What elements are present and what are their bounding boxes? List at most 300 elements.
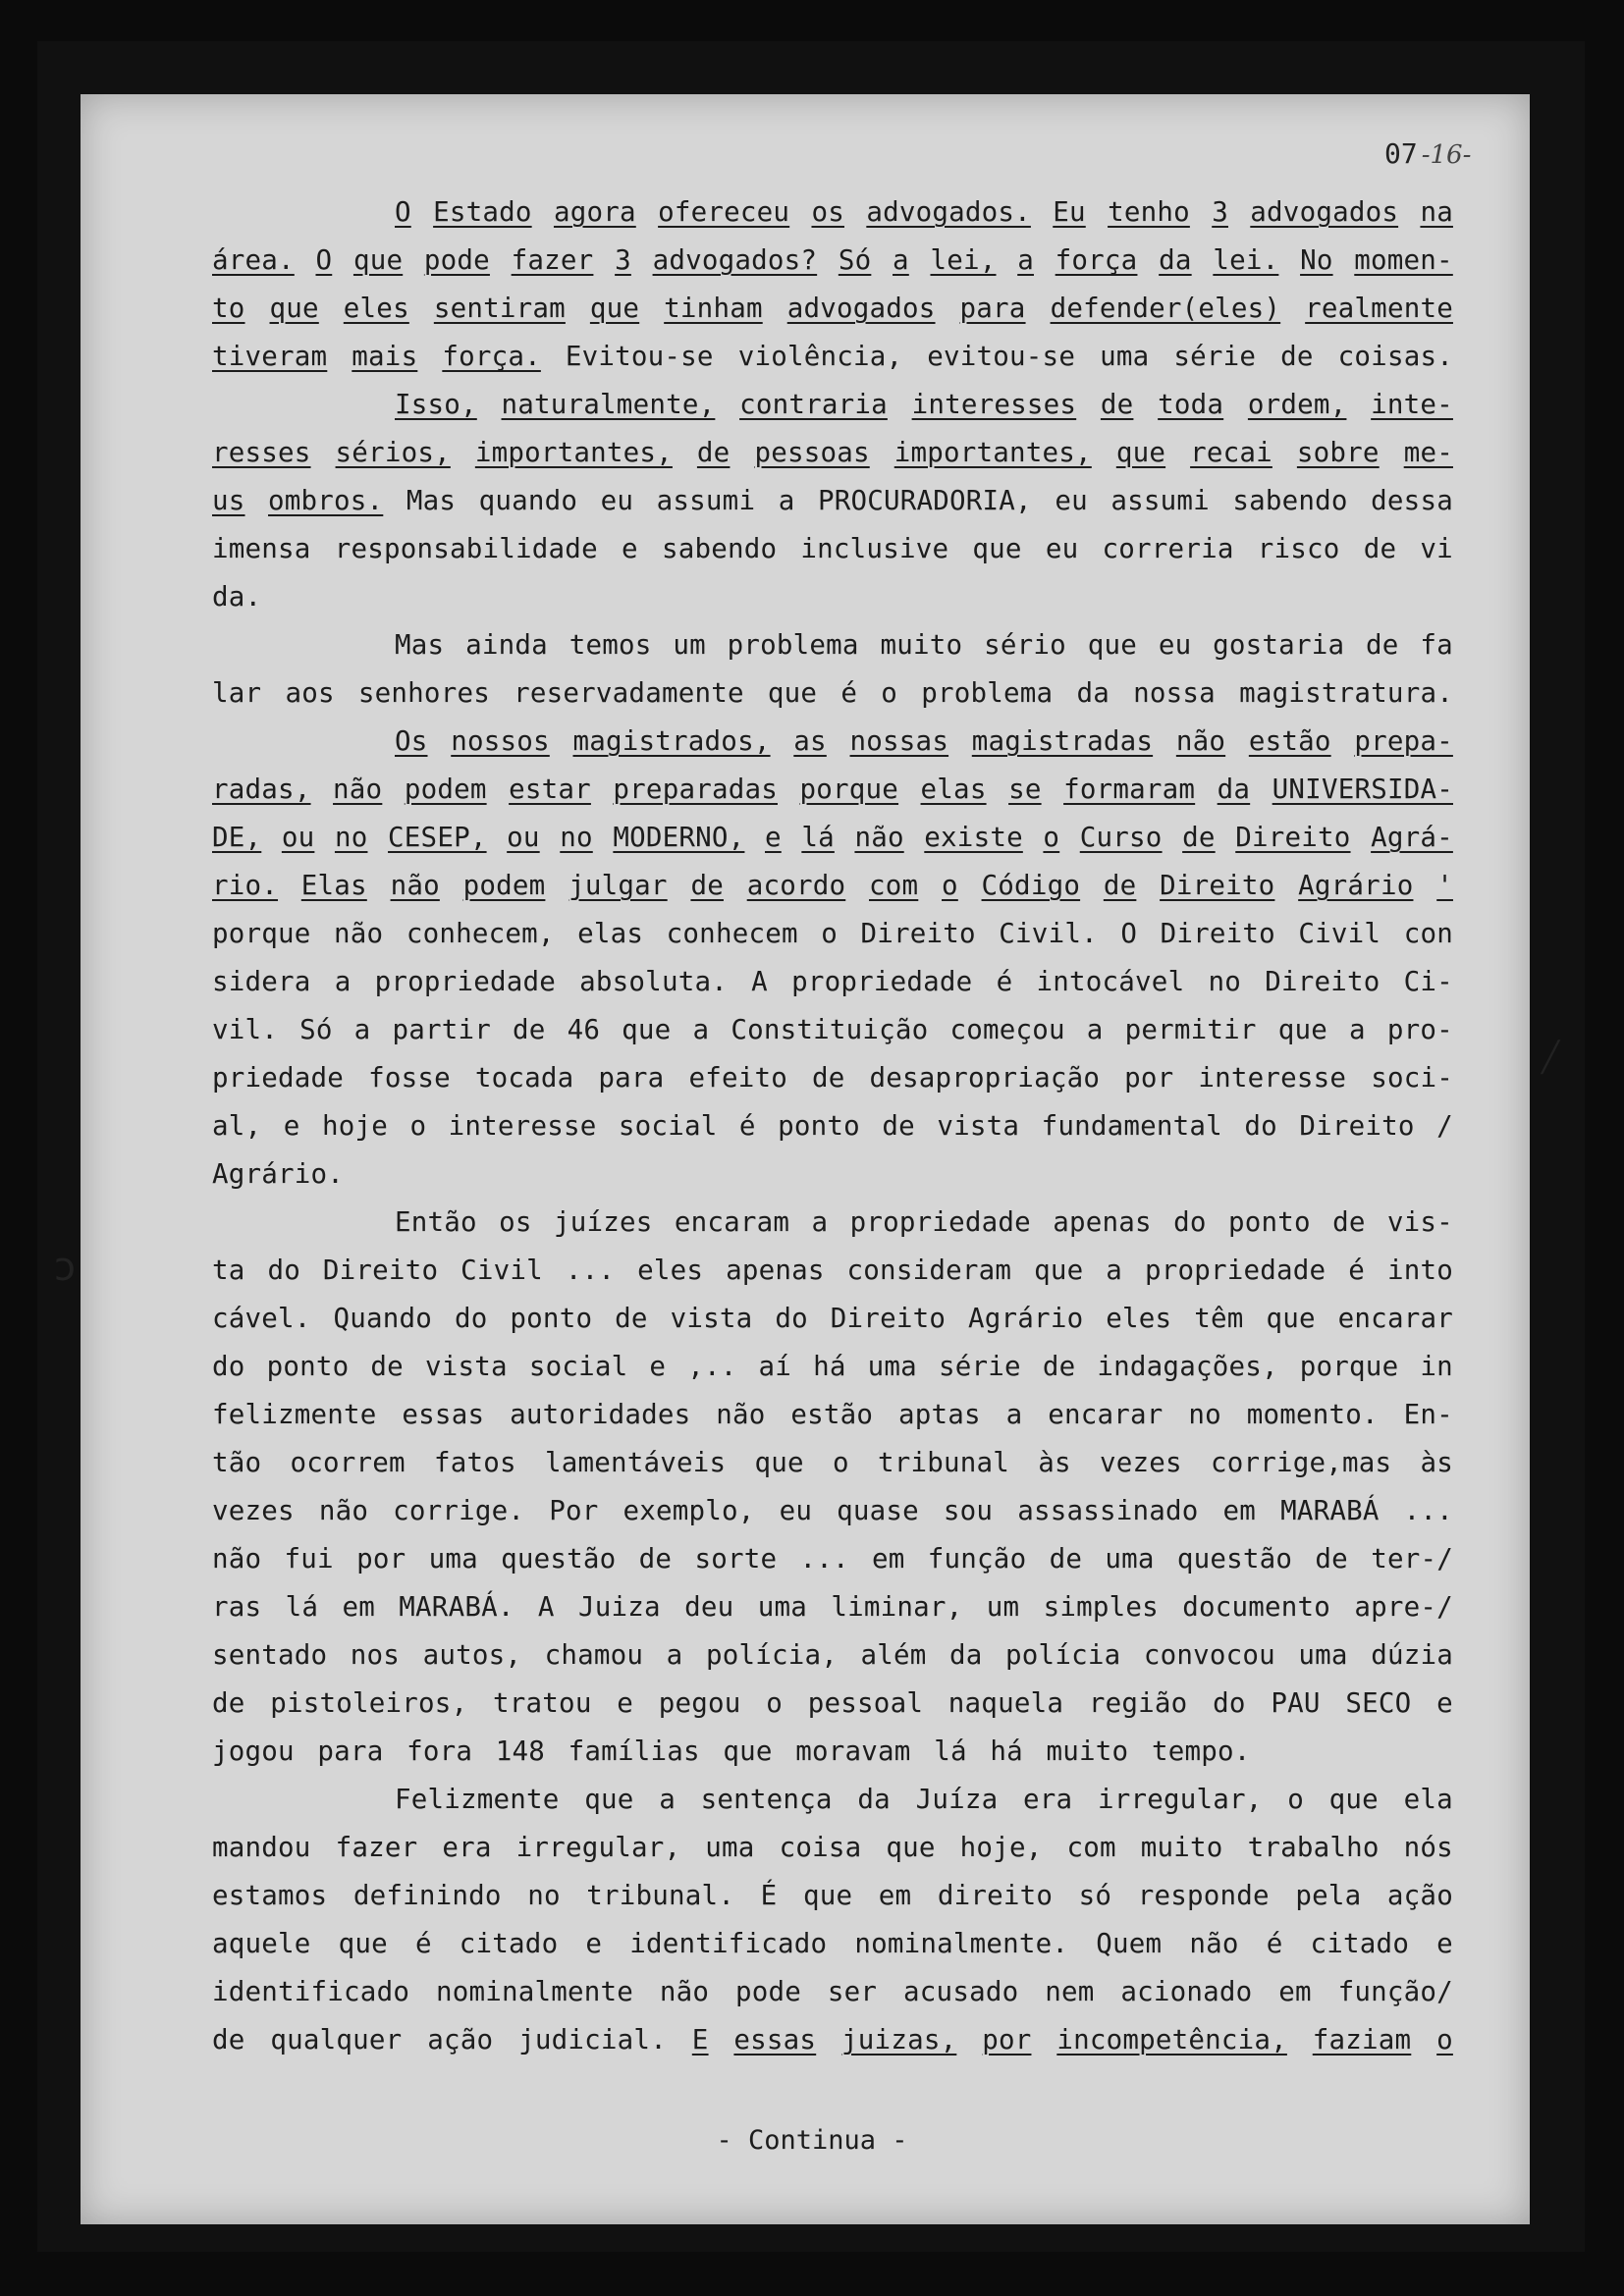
word: na (1420, 196, 1453, 228)
word: nossa (1133, 677, 1216, 709)
word: do (1244, 1110, 1277, 1142)
word: momento. (1246, 1399, 1379, 1430)
word: tão (212, 1447, 262, 1478)
word: SECO (1345, 1687, 1412, 1719)
word: 46 (567, 1014, 601, 1045)
word: imensa (212, 533, 311, 564)
word: o (766, 1687, 784, 1719)
word: no (560, 822, 593, 853)
word: sidera (212, 966, 311, 997)
word: inte- (1371, 389, 1453, 420)
word: ela (1403, 1784, 1453, 1815)
word: da (949, 1639, 983, 1671)
word: nominalmente (435, 1976, 634, 2007)
word: julgar (568, 870, 668, 901)
word: que (269, 293, 319, 324)
word: moravam (795, 1735, 928, 1767)
word: identificado (629, 1928, 828, 1959)
word: da (1159, 244, 1192, 276)
word: ... (565, 1255, 616, 1286)
word: uma (1298, 1639, 1348, 1671)
word: advogados? (652, 244, 818, 276)
text-line (212, 2016, 1453, 2064)
text-line (212, 573, 1453, 621)
word: eu (600, 485, 634, 516)
word: em (1278, 1976, 1312, 2007)
word: lamentáveis (544, 1447, 727, 1478)
word: estamos (212, 1880, 328, 1911)
word: vis- (1386, 1206, 1453, 1238)
word: quando (478, 485, 578, 516)
word: não (212, 1543, 262, 1575)
word: felizmente (212, 1399, 377, 1430)
word: polícia (1005, 1639, 1121, 1671)
word: propriedade (849, 1206, 1031, 1238)
word: vista (424, 1351, 508, 1382)
word: propriedade (791, 966, 973, 997)
word: quase (837, 1495, 919, 1526)
word: e (649, 1351, 667, 1382)
word: social (528, 1351, 628, 1382)
word: Civil (460, 1255, 543, 1286)
word: realmente (1305, 293, 1453, 324)
word: uma (757, 1591, 808, 1623)
word: dúzia (1371, 1639, 1453, 1671)
word: é (1266, 1928, 1283, 1959)
word: da (1217, 774, 1251, 805)
word: me- (1403, 437, 1453, 468)
word: acionado (1120, 1976, 1253, 2007)
word: sentença (700, 1784, 833, 1815)
word: DE, (212, 822, 262, 853)
word: em (1222, 1495, 1257, 1526)
word: Direito (860, 918, 976, 949)
word: 3 (615, 244, 631, 276)
word: o (1287, 1784, 1304, 1815)
word: Eu (1053, 196, 1086, 228)
word: tratou (493, 1687, 592, 1719)
word: aos (285, 677, 335, 709)
text-line (212, 1006, 1453, 1054)
document-body (212, 188, 1453, 2064)
word: o (1043, 822, 1060, 853)
word: consideram (846, 1255, 1012, 1286)
word: que (886, 1832, 936, 1863)
word: podem (462, 870, 546, 901)
word: pode (735, 1976, 802, 2007)
word: ponto (266, 1351, 350, 1382)
text-line (212, 1776, 1453, 1824)
word: toda (1158, 389, 1224, 420)
text-line (212, 1680, 1453, 1728)
word: O (315, 244, 333, 276)
word: efeito (688, 1062, 787, 1094)
word: questão (1176, 1543, 1293, 1575)
word: é (840, 677, 858, 709)
word: aquele (212, 1928, 311, 1959)
word: que (622, 1014, 672, 1045)
word: por (1124, 1062, 1174, 1094)
word: simples (1043, 1591, 1159, 1623)
word: Os (395, 725, 428, 757)
word: ,.. (687, 1351, 737, 1382)
word: Direito (1299, 1110, 1415, 1142)
word: a (666, 1639, 683, 1671)
word: de (370, 1351, 404, 1382)
word: E (691, 2024, 709, 2056)
text-line (212, 477, 1453, 525)
word: de (1049, 1543, 1083, 1575)
word: uma (867, 1351, 917, 1382)
word: evitou-se (927, 341, 1076, 372)
text-line (212, 862, 1453, 910)
word: e (585, 1928, 603, 1959)
word: ... (799, 1543, 849, 1575)
word: En- (1403, 1399, 1453, 1430)
word: Agrá- (1371, 822, 1453, 853)
word: fora (406, 1735, 489, 1767)
word: do (1213, 1687, 1246, 1719)
word: sorte (694, 1543, 778, 1575)
word: recai (1190, 437, 1272, 468)
word: que (584, 1784, 634, 1815)
word: convocou (1143, 1639, 1275, 1671)
word: problema (727, 629, 859, 661)
word: vi (1420, 533, 1453, 564)
word: o (942, 870, 958, 901)
word: além (860, 1639, 927, 1671)
word: ação (427, 2024, 494, 2056)
word: Direito (830, 1303, 947, 1334)
word: naturalmente, (501, 389, 716, 420)
word: e (765, 822, 782, 853)
word: e (283, 1110, 300, 1142)
word: momen- (1354, 244, 1453, 276)
text-line (212, 525, 1453, 573)
handwritten-folio: -16- (1421, 140, 1472, 170)
word: vista (937, 1110, 1020, 1142)
word: que (1328, 1784, 1379, 1815)
word: permitir (1124, 1014, 1257, 1045)
word: correria (1102, 533, 1234, 564)
word: dessa (1371, 485, 1453, 516)
word: não (1175, 725, 1226, 757)
word: hoje (321, 1110, 388, 1142)
word: às (1038, 1447, 1071, 1478)
text-line (212, 285, 1453, 333)
page-number-text: 07 (1384, 137, 1418, 170)
word: muito (880, 629, 963, 661)
word: de (1280, 341, 1314, 372)
word: do (1173, 1206, 1207, 1238)
word: A (751, 966, 768, 997)
word: só (1078, 1880, 1112, 1911)
word: nossos (451, 725, 550, 757)
word: é (738, 1110, 756, 1142)
word: de (1366, 629, 1399, 661)
word: irregular, (515, 1832, 681, 1863)
word: radas, (212, 774, 311, 805)
word: mais (352, 341, 418, 372)
word: sério (984, 629, 1066, 661)
word: liminar, (831, 1591, 963, 1623)
text-line (212, 381, 1453, 429)
word: cável. (212, 1303, 311, 1334)
word: faziam (1312, 2024, 1412, 2056)
word: Juíza (915, 1784, 999, 1815)
word: Estado (433, 196, 532, 228)
word: elas (577, 918, 644, 949)
word: MARABÁ (1280, 1495, 1380, 1526)
word: em (872, 1543, 905, 1575)
word: assumi (1110, 485, 1210, 516)
word: lá (801, 822, 835, 853)
word: fosse (368, 1062, 451, 1094)
word: interesse (448, 1110, 597, 1142)
word: conhecem, (406, 918, 555, 949)
word: priedade (212, 1062, 345, 1094)
word: a (334, 966, 352, 997)
word: corrige. (393, 1495, 525, 1526)
word: tiveram (212, 341, 328, 372)
text-line (212, 766, 1453, 814)
word: Ci- (1403, 966, 1453, 997)
word: eles (1106, 1303, 1172, 1334)
word: tinham (664, 293, 763, 324)
word: O (395, 196, 411, 228)
word: interesses (911, 389, 1077, 420)
word: a (811, 1206, 829, 1238)
word: sérios, (335, 437, 451, 468)
word: in (1420, 1351, 1453, 1382)
word: advogados. (866, 196, 1031, 228)
word: no (334, 822, 368, 853)
word: as (793, 725, 827, 757)
word: era (442, 1832, 492, 1863)
word: fazer (511, 244, 594, 276)
word: direito (937, 1880, 1054, 1911)
word: têm (1194, 1303, 1244, 1334)
word: MARABÁ. (399, 1591, 514, 1623)
word: coisas. (1337, 341, 1453, 372)
text-line (212, 1295, 1453, 1343)
word: para (959, 293, 1026, 324)
word: us (212, 485, 245, 516)
word: Então (395, 1206, 477, 1238)
word: de (1103, 870, 1137, 901)
word: para (317, 1735, 401, 1767)
word: exemplo, (623, 1495, 755, 1526)
word: que (754, 1447, 804, 1478)
word: ombros. (268, 485, 384, 516)
word: magistradas (971, 725, 1154, 757)
word: e (617, 1687, 634, 1719)
word: famílias (568, 1735, 717, 1767)
word: tribunal. (586, 1880, 735, 1911)
word: aí (758, 1351, 792, 1382)
word: prepa- (1354, 725, 1453, 757)
word: encarar (1337, 1303, 1453, 1334)
word: coisa (779, 1832, 862, 1863)
word: a (1106, 1255, 1123, 1286)
word: para (598, 1062, 665, 1094)
word: por (356, 1543, 406, 1575)
word: lei. (1213, 244, 1279, 276)
word: juizas, (841, 2024, 957, 2056)
word: função/ (1337, 1976, 1453, 2007)
word: ponto (1227, 1206, 1311, 1238)
text-line (212, 1728, 1453, 1776)
word: que (972, 533, 1022, 564)
word: função (927, 1543, 1027, 1575)
word: incompetência, (1056, 2024, 1287, 2056)
word: Constituição (731, 1014, 929, 1045)
word: Quem (1096, 1928, 1163, 1959)
word: partir (392, 1014, 491, 1045)
word: judicial. (518, 2024, 667, 2056)
word: no (1188, 1399, 1221, 1430)
word: contraria (739, 389, 888, 420)
word: ocorrem (290, 1447, 406, 1478)
word: advogados (1250, 196, 1399, 228)
word: a (1005, 1399, 1023, 1430)
word: com (869, 870, 919, 901)
word: não (318, 1495, 369, 1526)
word: lei, (930, 244, 997, 276)
word: não (854, 822, 904, 853)
word: definindo (352, 1880, 502, 1911)
word: podem (404, 774, 487, 805)
text-line (212, 1968, 1453, 2016)
word: ainda (465, 629, 548, 661)
word: questão (501, 1543, 617, 1575)
word: às (1420, 1447, 1453, 1478)
word: área. (212, 244, 295, 276)
word: fazer (335, 1832, 418, 1863)
word: ação (1386, 1880, 1453, 1911)
word: a (692, 1014, 710, 1045)
word: que (767, 677, 818, 709)
word: Civil (1298, 918, 1381, 949)
word: jogou (212, 1735, 311, 1767)
word: sabendo (661, 533, 778, 564)
word: deu (684, 1591, 734, 1623)
word: tenho (1108, 196, 1190, 228)
word: a (659, 1784, 676, 1815)
word: e (1436, 1687, 1453, 1719)
word: vil. (212, 1014, 279, 1045)
word: Direito (322, 1255, 439, 1286)
word: de (212, 1687, 245, 1719)
word: agora (553, 196, 636, 228)
text-line (212, 429, 1453, 477)
word: a (1349, 1014, 1366, 1045)
word: resses (212, 437, 311, 468)
word: apenas (1053, 1206, 1152, 1238)
text-line (212, 1439, 1453, 1487)
word: da. (212, 581, 262, 613)
word: pessoas (754, 437, 870, 468)
word: reservadamente (514, 677, 744, 709)
word: ta (212, 1255, 245, 1286)
word: juízes (553, 1206, 653, 1238)
word: muito (1140, 1832, 1223, 1863)
word: Direito (1265, 966, 1380, 997)
word: aptas (898, 1399, 981, 1430)
word: eles (343, 293, 409, 324)
word: com (1066, 1832, 1116, 1863)
word: Mas (395, 629, 445, 661)
margin-mark-left: ↄ (54, 1245, 76, 1290)
word: propriedade (1144, 1255, 1326, 1286)
word: nem (1045, 1976, 1095, 2007)
text-line (212, 1535, 1453, 1583)
word: Agrário (968, 1303, 1084, 1334)
word: sobre (1296, 437, 1380, 468)
word: essas (733, 2024, 817, 2056)
word: responsabilidade (334, 533, 598, 564)
word: que (802, 1880, 853, 1911)
text-line (212, 1199, 1453, 1247)
word: vista (670, 1303, 753, 1334)
word: O (1120, 918, 1138, 949)
word: Direito (1235, 822, 1351, 853)
word: de (638, 1543, 673, 1575)
word: lá (285, 1591, 319, 1623)
word: por (982, 2024, 1032, 2056)
word: que (1087, 629, 1138, 661)
word: porque (799, 774, 899, 805)
word: de (882, 1110, 915, 1142)
word: problema (921, 677, 1054, 709)
word: nos (350, 1639, 401, 1671)
word: existe (924, 822, 1023, 853)
word: to (212, 293, 245, 324)
word: não (390, 870, 440, 901)
word: vezes (212, 1495, 295, 1526)
word: ordem, (1247, 389, 1347, 420)
word: senhores (357, 677, 490, 709)
word: Direito (1160, 918, 1275, 949)
word: ou (507, 822, 540, 853)
word: a (1086, 1014, 1104, 1045)
word: porque (212, 918, 311, 949)
text-line (212, 1583, 1453, 1631)
word: de (696, 437, 731, 468)
word: do (454, 1303, 488, 1334)
word: o (1436, 2024, 1453, 2056)
word: temos (568, 629, 652, 661)
word: do (212, 1351, 245, 1382)
text-line (212, 1391, 1453, 1439)
word: naquela (947, 1687, 1064, 1719)
word: fa (1420, 629, 1453, 661)
word: de (690, 870, 724, 901)
word: de (811, 1062, 845, 1094)
word: Felizmente (395, 1784, 560, 1815)
word: há (990, 1735, 1040, 1767)
word: rio. (212, 870, 279, 901)
word: ponto (510, 1303, 593, 1334)
word: apre-/ (1354, 1591, 1453, 1623)
word: formaram (1063, 774, 1196, 805)
word: essas (402, 1399, 485, 1430)
text-line (212, 1920, 1453, 1968)
word: eles (637, 1255, 704, 1286)
word: estão (790, 1399, 874, 1430)
word: tribunal (877, 1447, 1010, 1478)
word: trabalho (1247, 1832, 1380, 1863)
